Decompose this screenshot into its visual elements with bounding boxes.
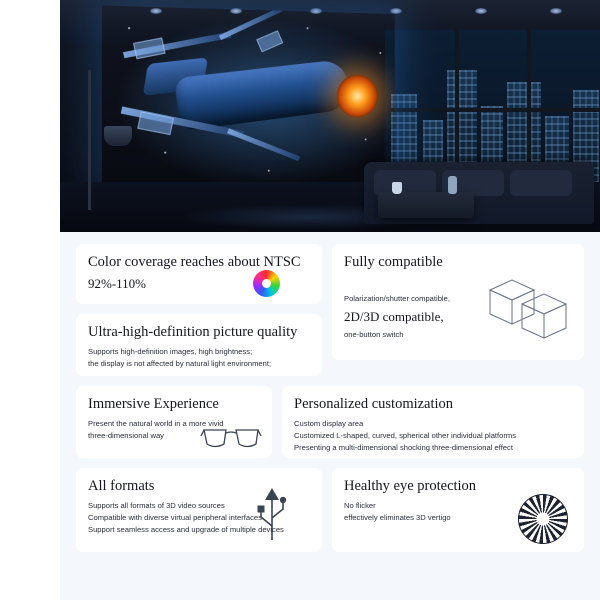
3d-glasses-icon [200,422,262,452]
card-line-1: Custom display area [294,419,364,429]
engine-glow [337,75,378,118]
card-healthy-eye-protection [332,468,584,552]
card-line-2: effectively eliminates 3D vertigo [344,512,451,522]
card-line-2: three-dimensional way [88,430,164,440]
card-line-1: Present the natural world in a more vivid [88,419,224,429]
card-title: Fully compatible [344,254,443,270]
card-line-1: Supports all formats of 3D video sources [88,501,225,511]
room-background [60,0,600,232]
card-title: Ultra-high-definition picture quality [88,324,298,340]
feature-row-2 [76,386,584,458]
vase [448,176,457,194]
hero-image [60,0,600,232]
card-line-2: 2D/3D compatible, [344,308,444,324]
card-line-2: the display is not affected by natural light environment; [88,358,272,368]
usb-icon [252,478,292,544]
card-line-1: Polarization/shutter compatible, [344,294,450,304]
fan-icon-ring [518,494,568,544]
card-line-1: No flicker [344,501,376,511]
card-title: Immersive Experience [88,396,219,412]
card-ultra-hd [76,314,322,376]
card-line-2: Customized L-shaped, curved, spherical other individual platforms [294,430,517,440]
ceiling-light-icon [550,8,562,14]
ceiling-light-icon [475,8,487,14]
card-title: Color coverage reaches about NTSC [88,254,301,270]
feature-row-3 [76,468,584,552]
card-line-3: one-button switch [344,329,404,339]
cup [392,182,402,194]
feature-row-1 [76,244,584,376]
3d-cubes-icon [482,270,572,350]
card-title: Healthy eye protection [344,478,477,494]
card-all-formats [76,468,322,552]
card-title: Personalized customization [294,396,454,412]
floor-lamp [88,70,91,210]
card-title: All formats [88,478,155,494]
color-wheel-icon [253,270,280,297]
projection-screen [102,5,395,190]
card-line-3: Presenting a multi-dimensional shocking three-dimensional effect [294,442,513,452]
card-line-3: Support seamless access and upgrade of multiple devices [88,524,284,534]
card-fully-compatible [332,244,584,360]
color-coverage-value: 92%-110% [88,276,147,292]
card-line-2: Compatible with diverse virtual peripheral interfaces [88,512,262,522]
card-immersive-experience [76,386,272,458]
feature-column-left [76,244,322,376]
card-personalized-customization [282,386,584,458]
features-section [60,232,600,600]
coffee-table [378,192,474,218]
card-line-1: Supports high-definition images, high brightness; [88,347,253,357]
card-color-coverage [76,244,322,304]
